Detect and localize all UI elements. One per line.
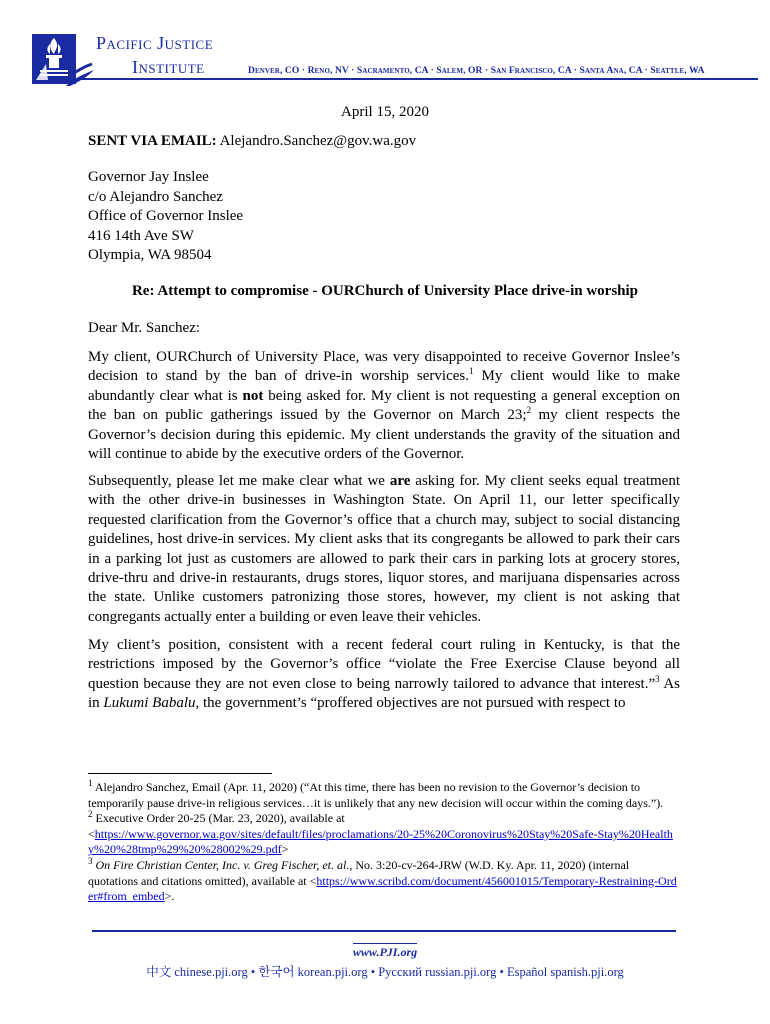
- footnote-ref-3: 3: [655, 673, 660, 684]
- salutation: Dear Mr. Sanchez:: [88, 320, 201, 336]
- body-paragraph-2: Subsequently, please let me make clear what we are asking for. My client seeks equal treatment with the other drive-in businesses in Washington State. On April 11, our letter specifically requested clarification from the Governor’s office that a church may, subject to social distancing guidelines, host drive-in services. My client asks that its congregants be allowed to park their cars in a parking lot just as customers are allowed to park their cars in parking lots at grocery stores, drive-thru and drive-in restaurants, drugs stores, liquor stores, and marijuana dispensaries across the state. Unlike customers patronizing those stores, however, my client is not asking that congregants actually enter a building or even leave their vehicles.: [88, 473, 681, 625]
- org-name-line2: Institute: [132, 57, 205, 77]
- sent-via-label: SENT VIA EMAIL:: [88, 133, 217, 149]
- footnotes: [88, 780, 680, 905]
- footnote-2-link[interactable]: https://www.governor.wa.gov/sites/default/files/proclamations/20-25%20Coronovirus%20Stay%20Safe-Stay%20Healthy%20%28tmp%29%20%28002%29.pdf: [88, 826, 673, 857]
- recipient-address: [88, 168, 243, 266]
- footnote-3-link[interactable]: https://www.scribd.com/document/456001015/Temporary-Restraining-Order#from_embed: [88, 873, 677, 904]
- footer-website[interactable]: www.PJI.org: [352, 945, 418, 959]
- address-line: c/o Alejandro Sanchez: [88, 188, 223, 205]
- sent-via-line: [88, 133, 416, 150]
- address-line: Governor Jay Inslee: [88, 169, 209, 185]
- org-name-line1: Pacific Justice: [96, 33, 214, 53]
- footnote-separator: [88, 773, 272, 774]
- letterhead-rule: [80, 78, 758, 80]
- footer-rule: [92, 930, 676, 932]
- footnote-2: $^2$ Executive Order 20-25 (Mar. 23, 2020), available at <https://www.governor.wa.gov/sites/default/files/proclamations/20-25%20Coronovirus%20Stay%20Safe-Stay%20Healthy%20%28tmp%29%20%28002%29.pdf>: [88, 809, 673, 857]
- footnote-ref-2: 2: [526, 405, 532, 416]
- office-locations: Denver, CO · Reno, NV · Sacramento, CA · Salem, OR · San Francisco, CA · Santa Ana, CA · Seattle, WA: [248, 66, 705, 76]
- address-line: 416 14th Ave SW: [88, 227, 194, 244]
- address-line: Olympia, WA 98504: [88, 247, 212, 263]
- body-paragraph-1: My client, OURChurch of University Place, was very disappointed to receive Governor Inslee’s decision to stand by the ban of drive-in worship services.$^1$ My client would like to make abundantly clear what is not being asked for. My client is not requesting a general exception on the ban on public gatherings issued by the Governor on March 23;$^2$ my client respects the Governor’s decision during this epidemic. My client understands the gravity of the situation and will continue to abide by the executive orders of the Governor.: [88, 349, 680, 463]
- footnote-ref-1: 1: [468, 366, 474, 377]
- footnote-3: $^3$ On Fire Christian Center, Inc. v. Greg Fischer, et. al., No. 3:20-cv-264-JRW (W.D. Ky. Apr. 11, 2020) (internal quotations and citations omitted), available at <https://www.scribd.com/document/456001015/Temporary-Restraining-Order#from_embed>.: [88, 855, 677, 904]
- address-line: Office of Governor Inslee: [88, 208, 244, 224]
- footnote-1: $^1$ Alejandro Sanchez, Email (Apr. 11, 2020) (“At this time, there has been no revision to the Governor’s decision to temporarily pause drive-in religious services…it is unlikely that any new decision will occur within the coming days.”).: [88, 778, 664, 810]
- org-name: [96, 33, 214, 77]
- body-paragraph-3: My client’s position, consistent with a recent federal court ruling in Kentucky, is that the restrictions imposed by the Governor’s office “violate the Free Exercise Clause beyond all question because they are not even close to being narrowly tailored to advance that interest.”$^3$ As in Lukumi Babalu, the government’s “proffered objectives are not pursued with respect to: [88, 637, 680, 712]
- recipient-email: Alejandro.Sanchez@gov.wa.gov: [219, 133, 417, 149]
- letter-date: April 15, 2020: [341, 104, 429, 120]
- subject-line: Re: Attempt to compromise - OURChurch of University Place drive-in worship: [131, 283, 639, 299]
- footer-languages: 中文 chinese.pji.org • 한국어 korean.pji.org • Русский russian.pji.org • Español spanish.pji.org: [146, 965, 624, 979]
